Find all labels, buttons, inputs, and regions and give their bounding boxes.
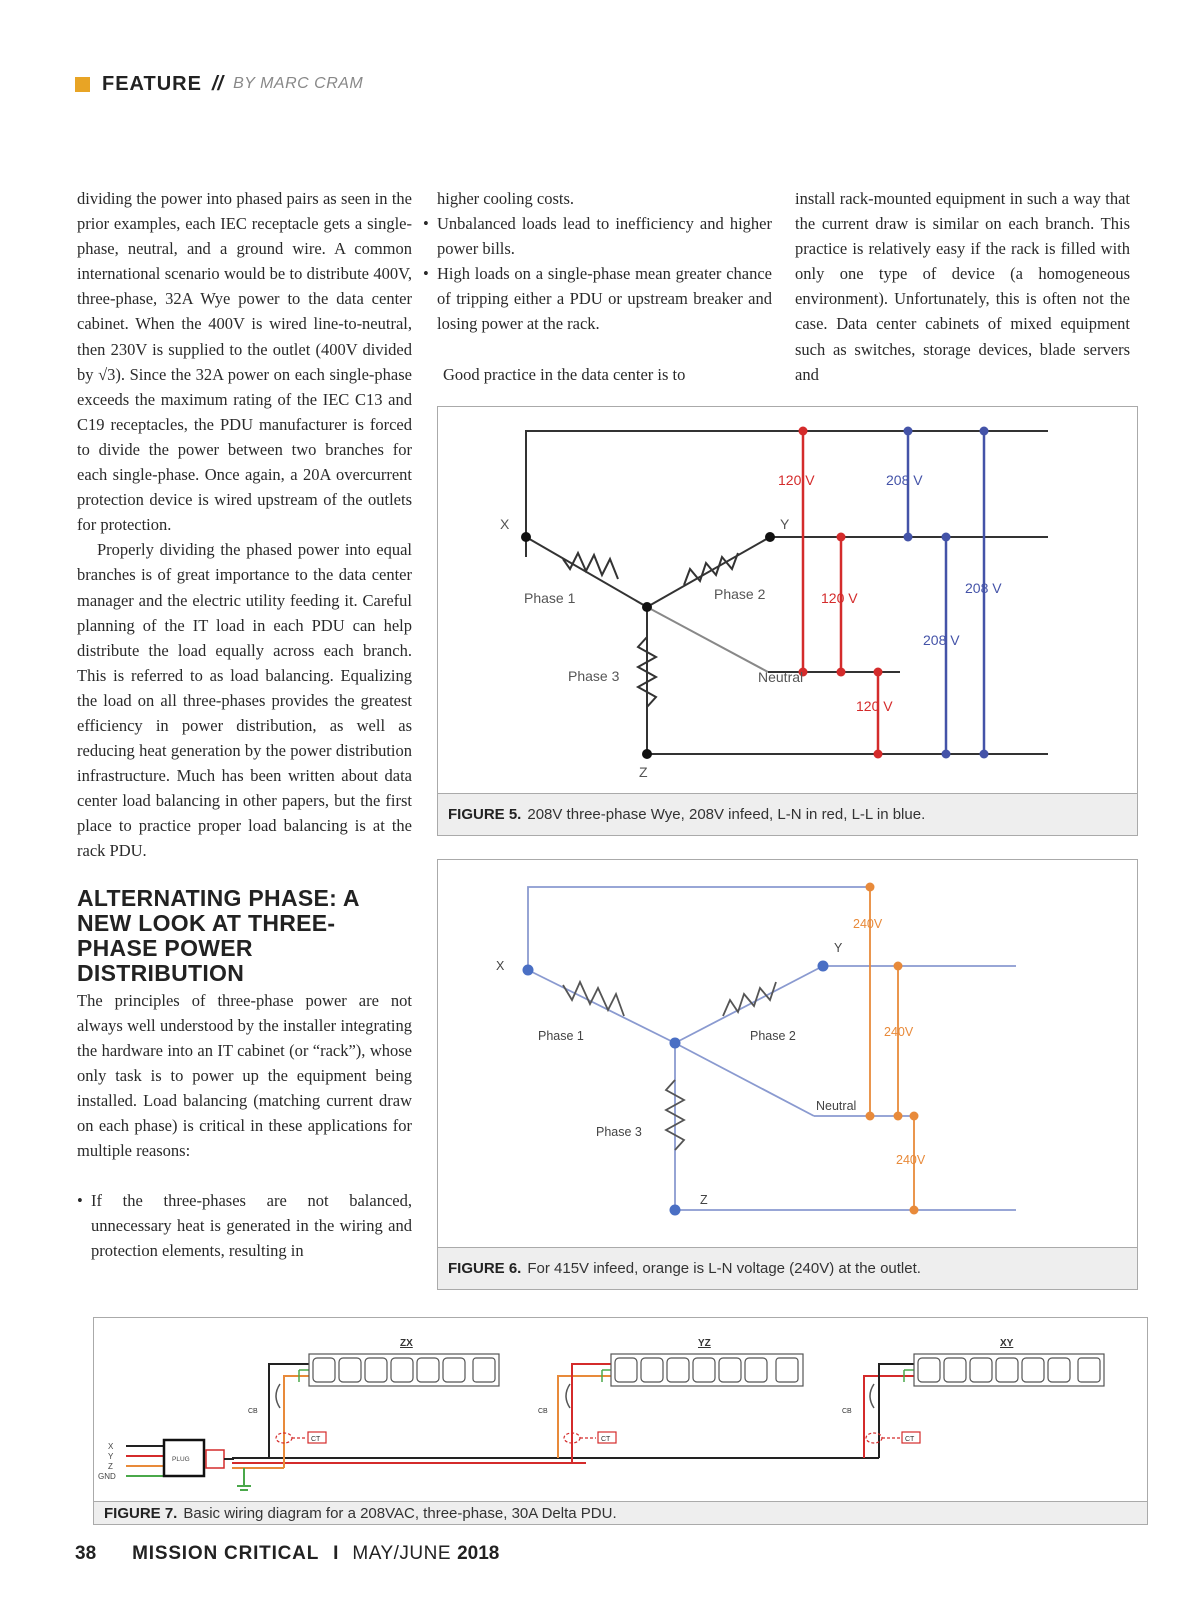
label-gnd: GND	[98, 1472, 116, 1481]
figure-6	[437, 859, 1138, 1290]
label-zx: ZX	[400, 1338, 413, 1349]
page-number: 38	[75, 1543, 97, 1564]
label-phase2: Phase 2	[714, 586, 766, 602]
branch-xy	[842, 1338, 1104, 1458]
label-120v-c: 120 V	[856, 698, 893, 714]
node-center	[642, 602, 652, 612]
section-marker	[75, 77, 90, 92]
footer-separator: I	[333, 1543, 339, 1564]
label-ct: CT	[905, 1436, 915, 1443]
label-z: Z	[700, 1193, 708, 1207]
label-x: X	[500, 516, 510, 532]
node-y	[818, 961, 829, 972]
label-neutral: Neutral	[816, 1099, 857, 1113]
issue-date: MAY/JUNE	[352, 1543, 452, 1564]
magazine-name: MISSION CRITICAL	[132, 1543, 320, 1564]
label-xy: XY	[1000, 1338, 1014, 1349]
node-y	[765, 532, 775, 542]
branch-zx	[248, 1338, 499, 1468]
label-y: Y	[108, 1452, 114, 1461]
paragraph: Properly dividing the phased power into equal branches is of great importance to the data center manager and the electric utility feeding it. Careful planning of the IT load in each PDU can help distribute the load equally across each branch. This is referred to as load balancing. Equalizing the load on all three-phases provides the greatest efficiency in power distribution, as well as reducing heat generation by the power distribution infrastructure. Much has been written about data center load balancing in other papers, but the first place to practice proper load balancing is at the rack PDU.	[77, 540, 412, 861]
header-separator: //	[211, 72, 224, 95]
wire-x	[528, 887, 870, 970]
paragraph: higher cooling costs.	[437, 189, 575, 208]
caption-text: For 415V infeed, orange is L-N voltage (240V) at the outlet.	[527, 1260, 921, 1277]
label-y: Y	[834, 941, 843, 955]
label-cb: CB	[842, 1408, 852, 1415]
caption-label: FIGURE 6.	[448, 1260, 522, 1277]
label-phase2: Phase 2	[750, 1029, 796, 1043]
figure-7-diagram	[94, 1318, 1147, 1501]
wire-y-coil	[675, 966, 823, 1043]
figure-6-caption	[438, 1247, 1137, 1289]
coil-2	[723, 982, 776, 1016]
bullet-item: • Unbalanced loads lead to inefficiency and higher power bills.	[423, 211, 772, 261]
label-cb: CB	[538, 1408, 548, 1415]
bullet-item: • If the three-phases are not balanced, unnecessary heat is generated in the wiring and protection elements, resulting in	[77, 1188, 412, 1263]
node-x	[521, 532, 531, 542]
section-header	[75, 72, 363, 96]
label-neutral: Neutral	[758, 669, 804, 685]
label-y: Y	[780, 516, 790, 532]
bullet-item: • High loads on a single-phase mean greater chance of tripping either a PDU or upstream breaker and losing power at the rack.	[423, 261, 772, 336]
wire-neutral-diag	[675, 1043, 814, 1116]
figure-7	[93, 1317, 1148, 1525]
label-x: X	[108, 1442, 114, 1451]
wire-x	[526, 431, 1048, 557]
column-3	[795, 186, 1130, 387]
label-ct: CT	[601, 1436, 611, 1443]
paragraph: install rack-mounted equipment in such a way that the current draw is similar on each branch. This practice is relatively easy if the rack is filled with only one type of device (a homogeneous environment). Unfortunately, this is often not the case. Data center cabinets of mixed equipment such as switches, storage devices, blade servers and	[795, 189, 1130, 384]
node-center	[670, 1038, 681, 1049]
node-x	[523, 965, 534, 976]
label-120v-b: 120 V	[821, 590, 858, 606]
figure-5-caption	[438, 793, 1137, 835]
issue-year: 2018	[457, 1543, 500, 1564]
label-z: Z	[639, 764, 648, 780]
subheading: ALTERNATING PHASE: A NEW LOOK AT THREE-PHASE POWER DISTRIBUTION	[77, 884, 359, 986]
caption-label: FIGURE 5.	[448, 806, 522, 823]
label-ct: CT	[311, 1436, 321, 1443]
bullet-list	[77, 1188, 412, 1263]
label-208v-a: 208 V	[886, 472, 923, 488]
branch-yz	[538, 1338, 803, 1463]
caption-text: 208V three-phase Wye, 208V infeed, L-N in red, L-L in blue.	[527, 806, 926, 823]
node-z	[670, 1205, 681, 1216]
label-208v-b: 208 V	[923, 632, 960, 648]
caption-label: FIGURE 7.	[104, 1504, 178, 1522]
figure-5	[437, 406, 1138, 836]
paragraph: dividing the power into phased pairs as seen in the prior examples, each IEC receptacle gets a single-phase, neutral, and a ground wire. A common international scenario would be to distribute 400V, three-phase, 32A Wye power to the data center cabinet. When the 400V is wired line-to-neutral, then 230V is supplied to the outlet (400V divided by √3). Since the 32A power on each single-phase exceeds the maximum rating of the IEC C13 and C19 receptacles, the PDU manufacturer is forced to divide the power between two branches for each single-phase. Once again, a 20A overcurrent protection device is wired upstream of the outlets for protection.	[77, 189, 412, 535]
paragraph: The principles of three-phase power are not always well understood by the installer integrating the hardware into an IT cabinet (or “rack”), whose only task is to power up the equipment being installed. Load balancing (matching current draw on each phase) is critical in these applications for multiple reasons:	[77, 990, 412, 1161]
figure-6-diagram	[438, 860, 1137, 1247]
label-phase1: Phase 1	[524, 590, 576, 606]
label-cb: CB	[248, 1408, 258, 1415]
page-footer	[75, 1543, 499, 1565]
label-240v-c: 240V	[896, 1153, 926, 1167]
label-240v-a: 240V	[853, 917, 883, 931]
label-phase1: Phase 1	[538, 1029, 584, 1043]
coil-1	[563, 982, 624, 1016]
label-z: Z	[108, 1462, 113, 1471]
label-plug: PLUG	[172, 1456, 190, 1463]
paragraph: Good practice in the data center is to	[443, 364, 686, 384]
byline: BY MARC CRAM	[233, 75, 364, 92]
label-yz: YZ	[698, 1338, 711, 1349]
column-2	[437, 186, 772, 387]
figure-7-caption	[94, 1501, 1147, 1524]
node-z	[642, 749, 652, 759]
label-120v-a: 120 V	[778, 472, 815, 488]
wire-neutral-diag	[647, 607, 768, 672]
label-240v-b: 240V	[884, 1025, 914, 1039]
figure-5-diagram	[438, 407, 1137, 793]
section-title: FEATURE	[102, 72, 202, 95]
label-x: X	[496, 959, 505, 973]
caption-text: Basic wiring diagram for a 208VAC, three-phase, 30A Delta PDU.	[183, 1504, 617, 1522]
label-phase3: Phase 3	[568, 668, 620, 684]
label-phase3: Phase 3	[596, 1125, 642, 1139]
label-208v-c: 208 V	[965, 580, 1002, 596]
column-1	[77, 186, 412, 1263]
bullet-list	[423, 211, 772, 336]
